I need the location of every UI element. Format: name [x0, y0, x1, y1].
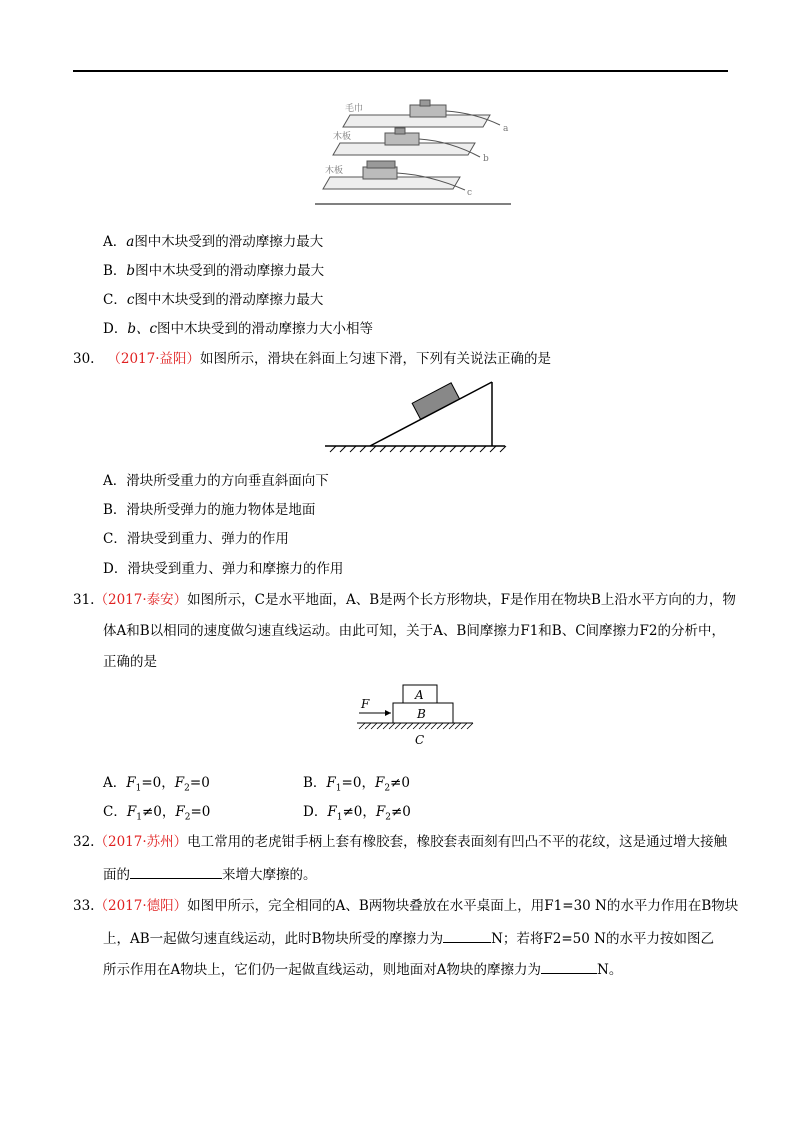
q29-label-a: a — [503, 124, 509, 134]
q31-stem-line2: 体A和B以相同的速度做匀速直线运动。由此可知，关于A、B间摩擦力F1和B、C间摩擦力F2的分析中， — [103, 623, 726, 639]
q30-source: （2017·益阳） — [107, 351, 201, 367]
q33-answer-blank-2[interactable] — [541, 959, 597, 974]
q33-stem-line1: 33.（2017·德阳）如图甲所示，完全相同的A、B两物块叠放在水平桌面上，用F1=30 N的水平力作用在B物块 — [73, 898, 739, 914]
q29-figure — [315, 95, 515, 207]
q31-option-c: C．$F_1\ne 0$，$F_2=0$ — [103, 804, 211, 823]
q31-blocks-figure — [355, 680, 475, 750]
q31-label-f: F — [361, 697, 370, 711]
q32-stem-line1: 32.（2017·苏州）电工常用的老虎钳手柄上套有橡胶套，橡胶套表面刻有凹凸不平的花纹，这是通过增大接触 — [73, 834, 728, 850]
q31-label-b: B — [417, 707, 426, 721]
q29-label-board-c: 木板 — [325, 166, 344, 176]
q31-label-c: C — [415, 733, 425, 747]
q29-option-b: B．b图中木块受到的滑动摩擦力最大 — [103, 263, 325, 279]
q33-stem-line3: 所示作用在A物块上，它们仍一起做直线运动，则地面对A物块的摩擦力为 N。 — [103, 959, 622, 979]
q30-option-c: C．滑块受到重力、弹力的作用 — [103, 531, 289, 547]
q31-label-a: A — [415, 688, 424, 702]
q31-option-a: A．$F_1=0$，$F_2=0$ — [103, 775, 210, 794]
q31-source: （2017·泰安） — [94, 592, 188, 608]
q33-source: （2017·德阳） — [94, 898, 188, 914]
q29-label-b: b — [483, 154, 489, 164]
q30-stem: 30. （2017·益阳）如图所示，滑块在斜面上匀速下滑，下列有关说法正确的是 — [73, 351, 552, 367]
q32-source: （2017·苏州） — [94, 834, 188, 850]
q31-stem-line3: 正确的是 — [103, 654, 157, 670]
q33-stem-line2: 上，AB一起做匀速直线运动，此时B物块所受的摩擦力为 N；若将F2=50 N的水平力按如图乙 — [103, 928, 714, 948]
q30-option-d: D．滑块受到重力、弹力和摩擦力的作用 — [103, 561, 344, 577]
q31-stem-line1: 31.（2017·泰安）如图所示，C是水平地面，A、B是两个长方形物块，F是作用在物块B上沿水平方向的力，物 — [73, 592, 736, 608]
q30-option-b: B．滑块所受弹力的施力物体是地面 — [103, 502, 316, 518]
q29-label-board-b: 木板 — [333, 132, 352, 142]
q29-option-c: C．c图中木块受到的滑动摩擦力最大 — [103, 292, 324, 308]
q32-stem-line2: 面的 来增大摩擦的。 — [103, 864, 317, 884]
header-rule — [73, 70, 728, 72]
q29-label-c: c — [467, 188, 473, 198]
q30-option-a: A．滑块所受重力的方向垂直斜面向下 — [103, 473, 329, 489]
q29-label-towel: 毛巾 — [345, 104, 364, 114]
q30-incline-figure — [320, 378, 510, 454]
q33-answer-blank-1[interactable] — [443, 928, 491, 943]
q31-option-d: D．$F_1\ne 0$，$F_2\ne 0$ — [303, 804, 411, 823]
q29-option-d: D．b、c图中木块受到的滑动摩擦力大小相等 — [103, 321, 374, 337]
q31-option-b: B．$F_1=0$，$F_2\ne 0$ — [303, 775, 410, 794]
q29-option-a: A．a图中木块受到的滑动摩擦力最大 — [103, 234, 324, 250]
q32-answer-blank[interactable] — [130, 864, 222, 879]
